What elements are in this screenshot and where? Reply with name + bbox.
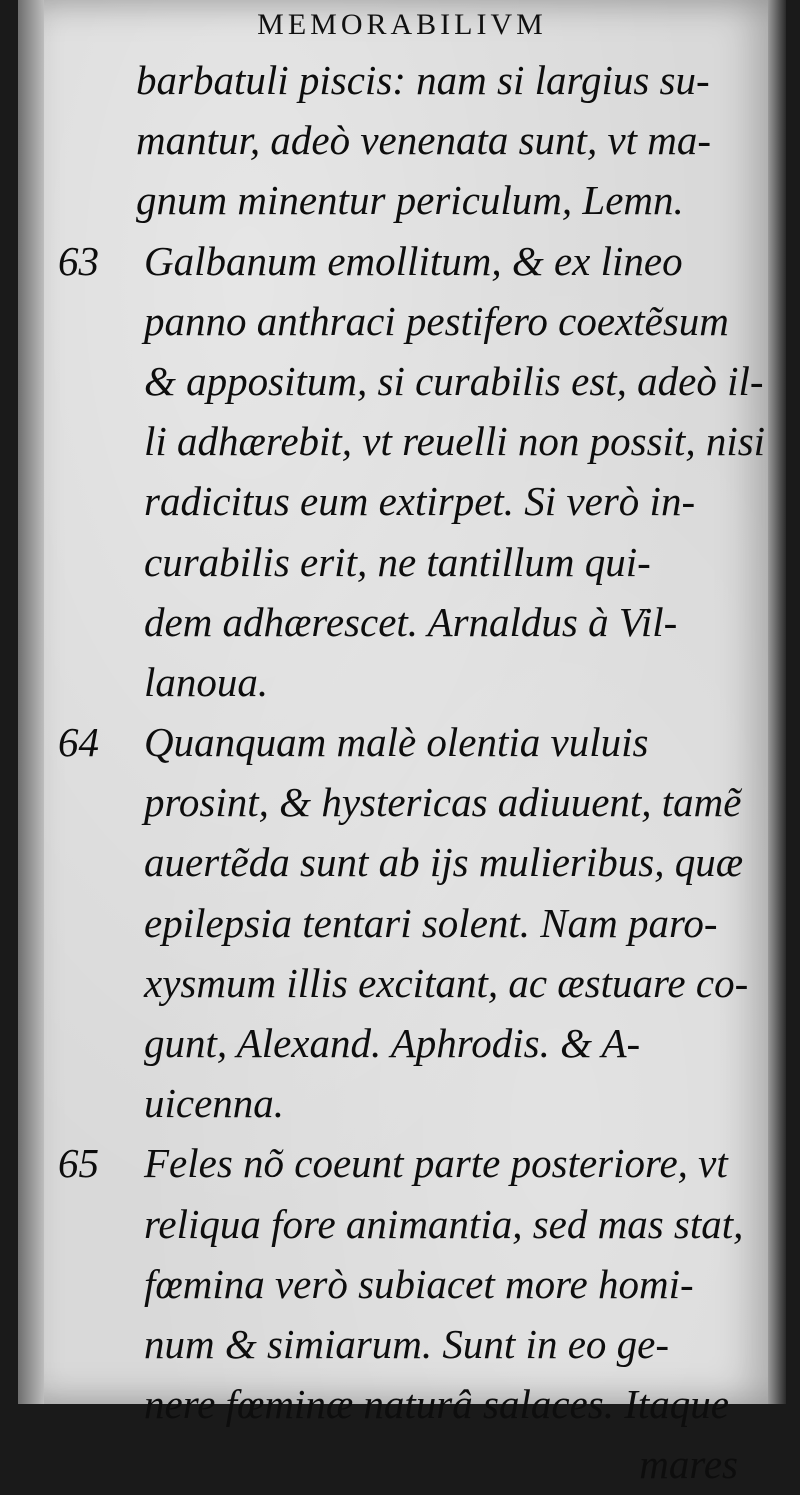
text-line: fœmina verò subiacet more homi- — [144, 1260, 694, 1307]
text-line: reliqua fore animantia, sed mas stat, — [144, 1200, 744, 1247]
text-line: gunt, Alexand. Aphrodis. & A- — [144, 1020, 641, 1066]
text-line: nere fœminæ naturâ salaces. Itaque — [144, 1381, 729, 1428]
text-line: radicitus eum extirpet. Si verò in- — [144, 478, 696, 525]
entry-line-text: Feles nõ coeunt parte posteriore, vt — [144, 1140, 728, 1187]
text-line: panno anthraci pestifero coextẽsum — [144, 297, 729, 344]
entry-number: 65 — [58, 1140, 99, 1187]
page-edge-shadow — [768, 0, 786, 1404]
text-line — [58, 231, 748, 291]
text-line: li adhærebit, vt reuelli non possit, nisi — [144, 418, 766, 465]
text-line: auertẽda sunt ab ijs mulieribus, quæ — [144, 839, 744, 886]
text-line: barbatuli piscis: nam si largius su- — [136, 57, 710, 103]
text-line — [58, 712, 748, 772]
book-page — [18, 0, 786, 1488]
text-line: xysmum illis excitant, ac æstuare co- — [144, 959, 749, 1006]
catchword: mares — [639, 1441, 738, 1488]
text-line: lanoua. — [144, 658, 269, 705]
text-line: uicenna. — [144, 1080, 285, 1127]
text-line: num & simiarum. Sunt in eo ge- — [144, 1320, 669, 1367]
entry-65 — [58, 1133, 748, 1434]
running-header: MEMORABILIVM — [257, 8, 547, 41]
entry-64 — [58, 712, 748, 1133]
entry-line-text: Galbanum emollitum, & ex lineo — [144, 237, 683, 284]
text-line: & appositum, si curabilis est, adeò il- — [144, 357, 764, 404]
text-line: dem adhærescet. Arnaldus à Vil- — [144, 598, 678, 645]
intro-paragraph — [58, 50, 748, 231]
text-line: prosint, & hystericas adiuuent, tamẽ — [144, 779, 742, 826]
entry-number: 63 — [58, 237, 99, 284]
entry-line-text: Quanquam malè olentia vuluis — [144, 719, 649, 766]
text-line: mantur, adeò venenata sunt, vt ma- — [136, 117, 712, 164]
body-text — [58, 50, 766, 1495]
text-line: epilepsia tentari solent. Nam paro- — [144, 899, 718, 946]
text-line — [58, 1133, 748, 1193]
entry-63 — [58, 231, 766, 713]
text-line: curabilis erit, ne tantillum qui- — [144, 538, 651, 585]
text-line: gnum minentur periculum, Lemn. — [136, 177, 684, 224]
entry-number: 64 — [58, 719, 99, 766]
page-gutter-shadow — [18, 0, 44, 1404]
